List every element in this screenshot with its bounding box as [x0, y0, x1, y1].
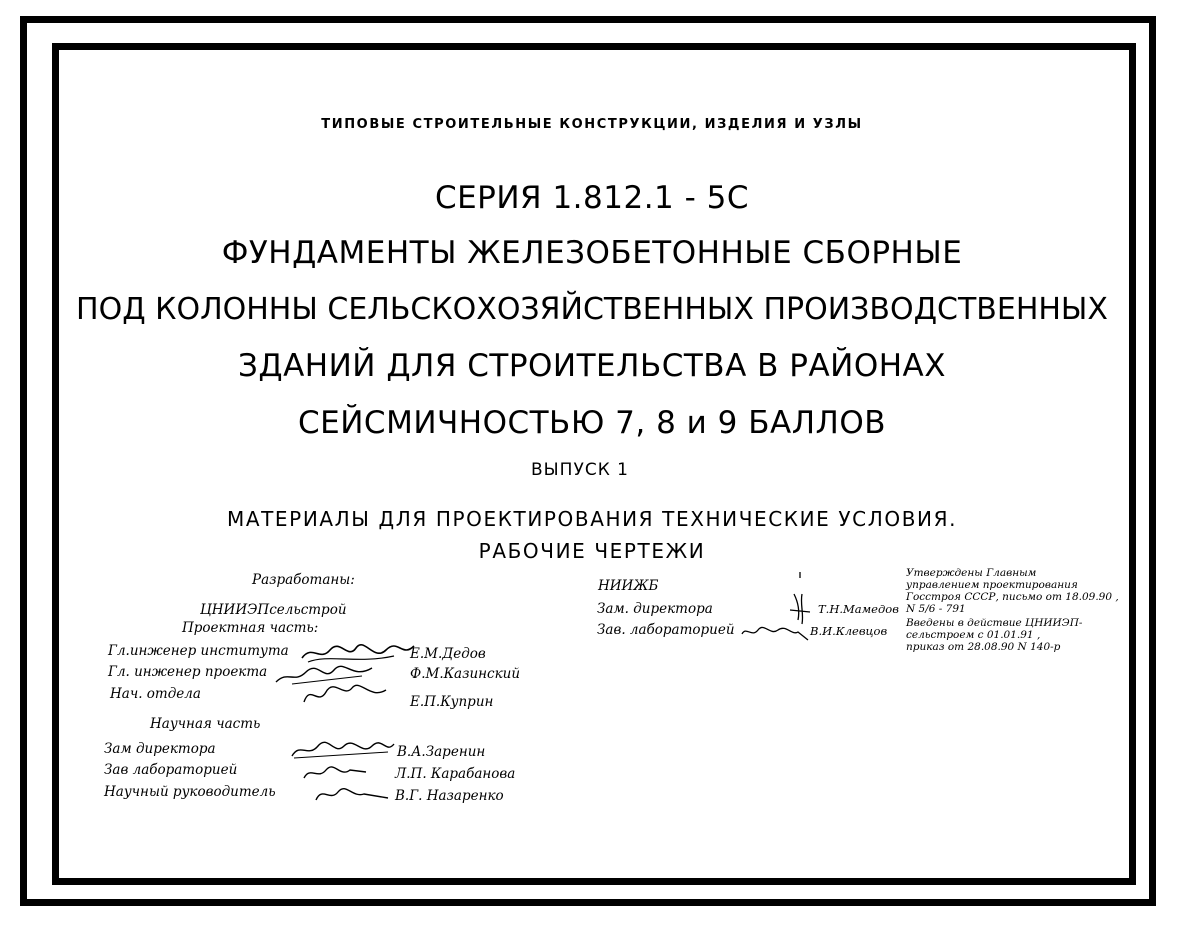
- title-line-1: ФУНДАМЕНТЫ ЖЕЛЕЗОБЕТОННЫЕ СБОРНЫЕ: [221, 235, 963, 271]
- approval-line-1: Утверждены Главным: [906, 567, 1037, 579]
- name-zarenin: В.А.Заренин: [397, 744, 486, 760]
- approval-line-3: Госстроя СССР, письмо от 18.09.90 ,: [906, 591, 1119, 603]
- subtitle-line-1: МАТЕРИАЛЫ ДЛЯ ПРОЕКТИРОВАНИЯ ТЕХНИЧЕСКИЕ УСЛОВИЯ.: [226, 507, 958, 531]
- role-deputy-director: Зам директора: [104, 741, 216, 757]
- name-karabanova: Л.П. Карабанова: [395, 766, 516, 782]
- name-mamedov: Т.Н.Мамедов: [818, 602, 899, 616]
- approval-line-6: сельстроем с 01.01.91 ,: [906, 629, 1041, 641]
- role-niizhb-lab-head: Зав. лабораторией: [597, 622, 735, 638]
- role-niizhb-deputy-director: Зам. директора: [597, 601, 713, 617]
- issue-label: ВЫПУСК 1: [531, 460, 629, 480]
- signature-kuprin: [300, 682, 390, 708]
- name-kazinsky: Ф.М.Казинский: [410, 666, 521, 682]
- name-nazarenko: В.Г. Назаренко: [395, 788, 504, 804]
- role-chief-engineer-institute: Гл.инженер института: [108, 643, 289, 659]
- header-top-line: ТИПОВЫЕ СТРОИТЕЛЬНЫЕ КОНСТРУКЦИИ, ИЗДЕЛИЯ И УЗЛЫ: [321, 117, 863, 132]
- science-part-heading: Научная часть: [150, 716, 261, 732]
- approval-line-4: N 5/6 - 791: [906, 603, 966, 615]
- niizhb-org: НИИЖБ: [598, 578, 659, 594]
- signature-klevtsov: [738, 622, 810, 644]
- name-kuprin: Е.П.Куприн: [410, 694, 494, 710]
- signature-karabanova: [300, 762, 370, 784]
- role-scientific-lead: Научный руководитель: [104, 784, 276, 800]
- title-line-4: СЕЙСМИЧНОСТЬЮ 7, 8 и 9 БАЛЛОВ: [298, 405, 886, 441]
- name-dedov: Е.М.Дедов: [410, 646, 486, 662]
- approval-line-7: приказ от 28.08.90 N 140-р: [906, 641, 1061, 653]
- design-part-heading: Проектная часть:: [182, 620, 319, 636]
- title-line-3: ЗДАНИЙ ДЛЯ СТРОИТЕЛЬСТВА В РАЙОНАХ: [237, 348, 946, 384]
- approval-line-2: управлением проектирования: [906, 579, 1078, 591]
- role-lab-head: Зав лабораторией: [104, 762, 238, 778]
- developers-org: ЦНИИЭПсельстрой: [200, 602, 347, 618]
- developers-heading: Разработаны:: [252, 572, 355, 588]
- role-chief-engineer-project: Гл. инженер проекта: [108, 664, 268, 680]
- signature-zarenin: [288, 740, 396, 762]
- series-title: СЕРИЯ 1.812.1 - 5С: [434, 180, 750, 216]
- title-line-2: ПОД КОЛОННЫ СЕЛЬСКОХОЗЯЙСТВЕННЫХ ПРОИЗВОДСТВЕННЫХ: [76, 292, 1108, 327]
- signature-nazarenko: [312, 784, 390, 806]
- role-dept-head: Нач. отдела: [110, 686, 201, 702]
- name-klevtsov: В.И.Клевцов: [810, 624, 888, 638]
- subtitle-line-2: РАБОЧИЕ ЧЕРТЕЖИ: [478, 539, 706, 563]
- approval-line-5: Введены в действие ЦНИИЭП-: [906, 617, 1083, 629]
